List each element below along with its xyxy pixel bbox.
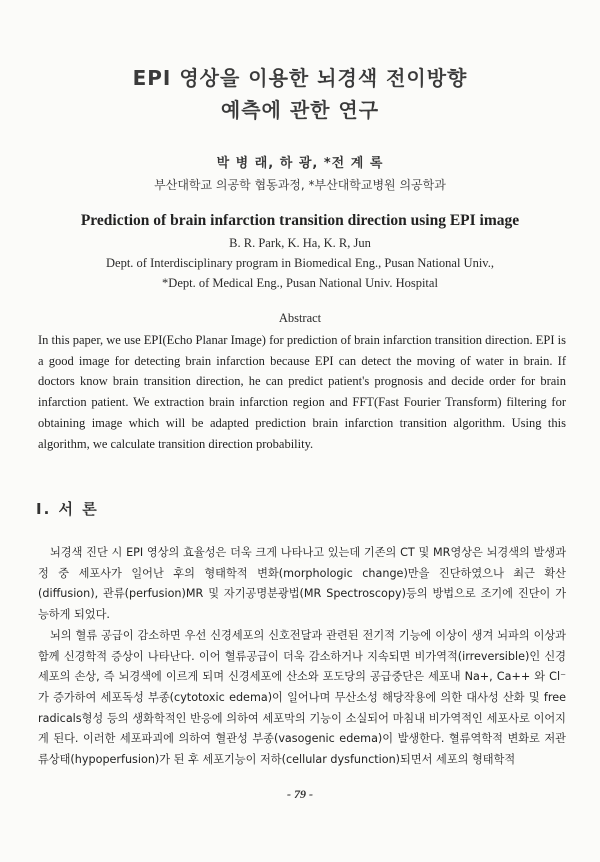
english-affiliation-line2: *Dept. of Medical Eng., Pusan National Univ. Hospital <box>162 276 438 290</box>
abstract-heading: Abstract <box>278 311 322 325</box>
english-title: Prediction of brain infarction transition direction using EPI image <box>80 212 520 229</box>
korean-title-line1: EPI 영상을 이용한 뇌경색 전이방향 <box>132 66 468 90</box>
abstract-text: In this paper, we use EPI(Echo Planar Image) for prediction of brain infarction transition direction. EPI is a good image for detecting brain infarction because EPI can detect the moving of water in brain. If doctors know brain transition direction, he can predict patient's prognosis and decide order for brain infarction patient. We extraction brain infarction region and FFT(Fast Fourier Transform) filtering for obtaining image which will be adapted prediction brain infarction transition algorithm. Using this algorithm, we calculate transition direction probability. <box>38 333 566 451</box>
body-paragraph-1: 뇌경색 진단 시 EPI 영상의 효율성은 더욱 크게 나타나고 있는데 기존의 CT 및 MR영상은 뇌경색의 발생과정 중 세포사가 일어난 후의 형태학적 변화(morphologic change)만을 진단하였으나 최근 확산(diffusion), 관류(perfusion)MR 및 자기공명분광법(MR Spectroscopy)등의 방법으로 조기에 진단이 가능하게 되었다. <box>38 546 566 622</box>
english-authors: B. R. Park, K. Ha, K. R, Jun <box>229 236 371 250</box>
body-text <box>38 543 566 771</box>
page-number: - 79 - <box>287 787 313 801</box>
korean-title-line2: 예측에 관한 연구 <box>220 98 380 122</box>
korean-affiliation: 부산대학교 의공학 협동과정, *부산대학교병원 의공학과 <box>154 178 446 192</box>
korean-authors: 박 병 래, 하 광, *전 계 록 <box>216 156 384 171</box>
body-paragraph-2: 뇌의 혈류 공급이 감소하면 우선 신경세포의 신호전달과 관련된 전기적 기능에 이상이 생겨 뇌파의 이상과 함께 신경학적 증상이 나타난다. 이어 혈류공급이 더욱 감소하거나 지속되면 비가역적(irreversible)인 신경세포의 손상, 즉 뇌경색에 이르게 되며 신경세포에 산소와 포도당의 공급중단은 세포내 Na+, Ca++ 와 Cl⁻ 가 증가하여 세포독성 부종(cytotoxic edema)이 일어나며 무산소성 해당작용에 의한 대사성 산화 및 free radicals형성 등의 생화학적인 반응에 의하여 세포막의 기능이 소실되어 마침내 비가역적인 세포사로 이어지게 된다. 이러한 세포파괴에 의하여 혈관성 부종(vasogenic edema)이 발생한다. 혈류역학적 변화로 저관류상태(hypoperfusion)가 된 후 세포기능이 저하(cellular dysfunction)되면서 세포의 형태학적 <box>38 628 566 767</box>
section-heading: I. 서 론 <box>36 500 99 518</box>
english-affiliation-line1: Dept. of Interdisciplinary program in Biomedical Eng., Pusan National Univ., <box>106 256 494 270</box>
